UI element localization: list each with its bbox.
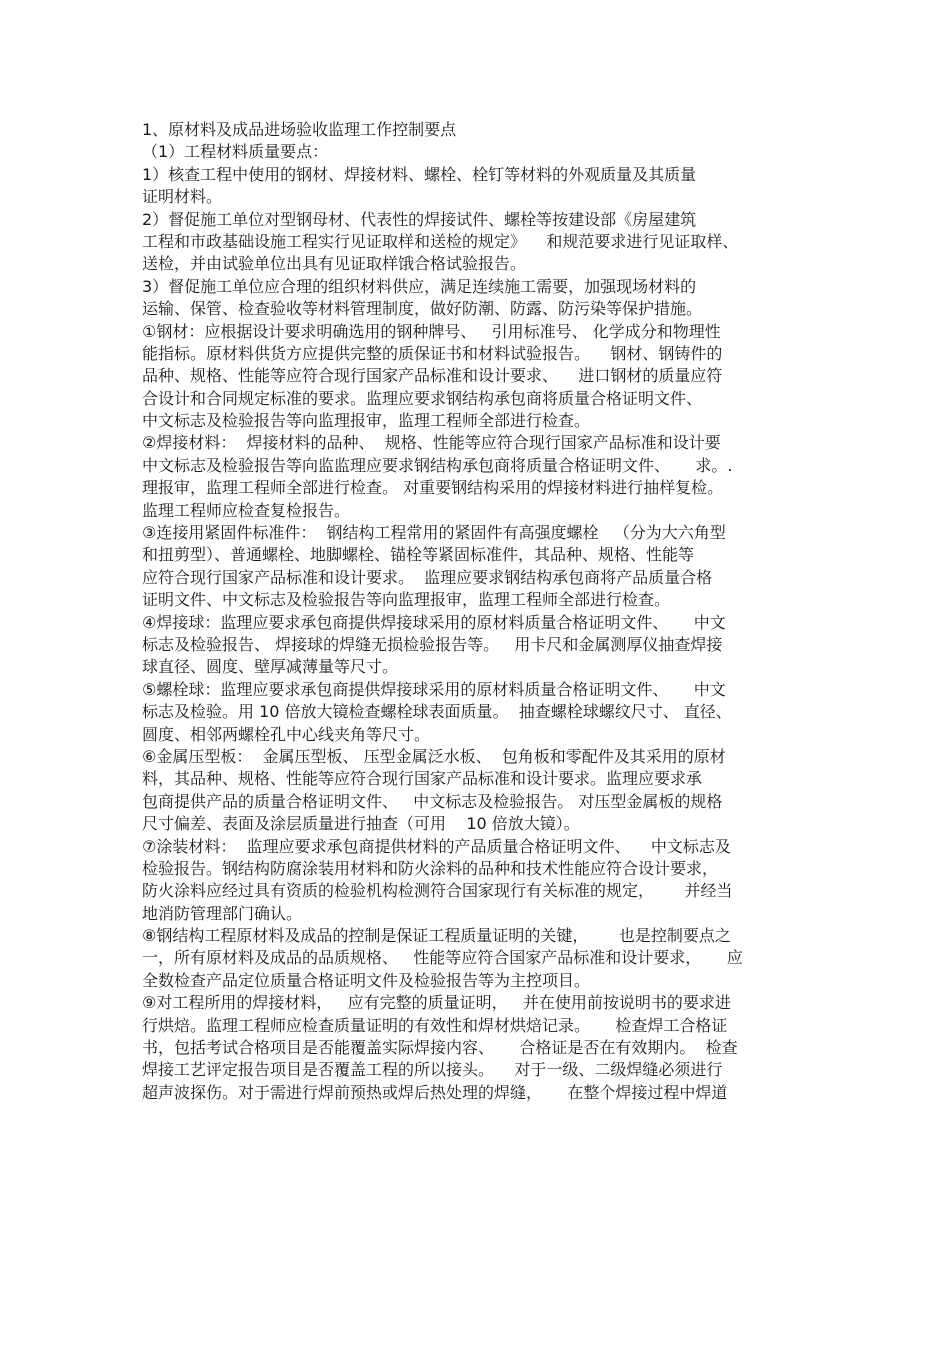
text-line: 证明文件、中文标志及检验报告等向监理报审，监理工程师全部进行检查。	[142, 590, 671, 610]
text-line: 1）核查工程中使用的钢材、焊接材料、螺栓、栓钉等材料的外观质量及其质量	[142, 164, 697, 184]
text-line: 行烘焙。监理工程师应检查质量证明的有效性和焊材烘焙记录。 检查焊工合格证	[142, 1015, 728, 1035]
text-line: 焊接工艺评定报告项目是否覆盖工程的所以接头。 对于一级、二级焊缝必须进行	[142, 1060, 723, 1080]
text-line: 球直径、圆度、壁厚减薄量等尺寸。	[142, 657, 399, 677]
text-line: ②焊接材料： 焊接材料的品种、 规格、性能等应符合现行国家产品标准和设计要	[142, 433, 721, 453]
text-line: 监理工程师应检查复检报告。	[142, 500, 351, 520]
text-line: 工程和市政基础设施工程实行见证取样和送检的规定》 和规范要求进行见证取样、	[142, 231, 739, 251]
document-body	[142, 119, 812, 1104]
text-line: ⑤螺栓球：监理应要求承包商提供焊接球采用的原材料质量合格证明文件、 中文	[142, 679, 726, 699]
text-line: 尺寸偏差、表面及涂层质量进行抽查（可用 10 倍放大镜）。	[142, 814, 580, 834]
text-line: 中文标志及检验报告等向监监理应要求钢结构承包商将质量合格证明文件、 求。.	[142, 455, 733, 475]
text-line: ④焊接球：监理应要求承包商提供焊接球采用的原材料质量合格证明文件、 中文	[142, 612, 726, 632]
text-line: 包商提供产品的质量合格证明文件、 中文标志及检验报告。 对压型金属板的规格	[142, 791, 723, 811]
text-line: 2）督促施工单位对型钢母材、代表性的焊接试件、螺栓等按建设部《房屋建筑	[142, 209, 697, 229]
text-line: ⑧钢结构工程原材料及成品的控制是保证工程质量证明的关键， 也是控制要点之	[142, 926, 731, 946]
text-line: 品种、规格、性能等应符合现行国家产品标准和设计要求、 进口钢材的质量应符	[142, 366, 723, 386]
text-line: （1）工程材料质量要点：	[142, 142, 329, 162]
text-line: 圆度、相邻两螺栓孔中心线夹角等尺寸。	[142, 724, 431, 744]
text-line: ⑦涂装材料： 监理应要求承包商提供材料的产品质量合格证明文件、 中文标志及	[142, 836, 731, 856]
text-line: 标志及检验。用 10 倍放大镜检查螺栓球表面质量。 抽查螺栓球螺纹尺寸、 直径、	[142, 702, 732, 722]
text-line: 书，包括考试合格项目是否能覆盖实际焊接内容、 合格证是否在有效期内。 检查	[142, 1038, 738, 1058]
text-line: 3）督促施工单位应合理的组织材料供应，满足连续施工需要，加强现场材料的	[142, 276, 697, 296]
text-line: 检验报告。钢结构防腐涂装用材料和防火涂料的品种和技术性能应符合设计要求，	[142, 858, 719, 878]
text-line: ⑨对工程所用的焊接材料， 应有完整的质量证明， 并在使用前按说明书的要求进	[142, 993, 731, 1013]
text-line: 中文标志及检验报告等向监理报审，监理工程师全部进行检查。	[142, 411, 591, 431]
text-line: 运输、保管、检查验收等材料管理制度，做好防潮、防露、防污染等保护措施。	[142, 299, 703, 319]
text-line: 一，所有原材料及成品的品质规格、 性能等应符合国家产品标准和设计要求， 应	[142, 948, 743, 968]
text-line: 1、原材料及成品进场验收监理工作控制要点	[142, 120, 457, 139]
text-line: 标志及检验报告、 焊接球的焊缝无损检验报告等。 用卡尺和金属测厚仪抽查焊接	[142, 634, 723, 654]
text-line: 合设计和合同规定标准的要求。监理应要求钢结构承包商将质量合格证明文件、	[142, 388, 703, 408]
text-line: 地消防管理部门确认。	[142, 903, 303, 923]
text-line: 送检，并由试验单位出具有见证取样饿合格试验报告。	[142, 254, 527, 274]
text-line: 理报审，监理工程师全部进行检查。 对重要钢结构采用的焊接材料进行抽样复检。	[142, 478, 724, 498]
text-line: ③连接用紧固件标准件： 钢结构工程常用的紧固件有高强度螺栓 （分为大六角型	[142, 523, 726, 543]
text-line: 超声波探伤。对于需进行焊前预热或焊后热处理的焊缝， 在整个焊接过程中焊道	[142, 1082, 728, 1102]
text-line: 防火涂料应经过具有资质的检验机构检测符合国家现行有关标准的规定， 并经当	[142, 881, 733, 901]
text-line: 应符合现行国家产品标准和设计要求。 监理应要求钢结构承包商将产品质量合格	[142, 567, 713, 587]
text-line: ⑥金属压型板： 金属压型板、 压型金属泛水板、 包角板和零配件及其采用的原材	[142, 746, 726, 766]
text-line: 证明材料。	[142, 187, 223, 207]
text-line: 料，其品种、规格、性能等应符合现行国家产品标准和设计要求。监理应要求承	[142, 769, 703, 789]
text-line: 和扭剪型）、普通螺栓、地脚螺栓、锚栓等紧固标准件，其品种、规格、性能等	[142, 545, 695, 565]
text-line: ①钢材：应根据设计要求明确选用的钢种牌号、 引用标准号、 化学成分和物理性	[142, 321, 721, 341]
text-line: 全数检查产品定位质量合格证明文件及检验报告等为主控项目。	[142, 970, 591, 990]
text-line: 能指标。原材料供货方应提供完整的质保证书和材料试验报告。 钢材、钢铸件的	[142, 343, 723, 363]
